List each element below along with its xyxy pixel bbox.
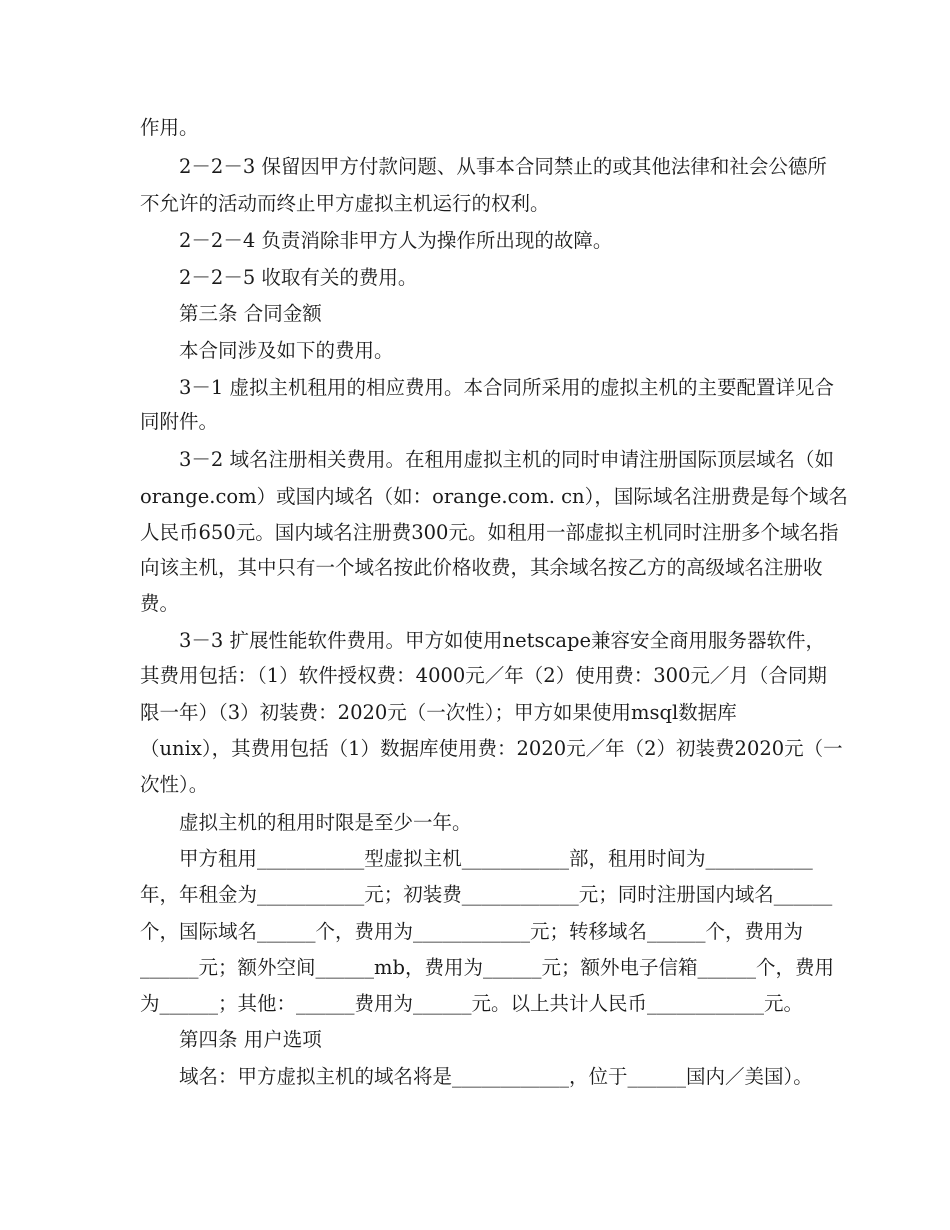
- section-heading-article-4: 第四条 用户选项: [179, 1028, 322, 1051]
- paragraph-line: 虚拟主机的租用时限是至少一年。: [179, 811, 472, 834]
- paragraph-line: orange.com）或国内域名（如：orange.com. cn），国际域名注册费是每个域名: [140, 485, 848, 508]
- clause-2-2-5: 2－2－5 收取有关的费用。: [179, 266, 418, 289]
- paragraph-line: 向该主机，其中只有一个域名按此价格收费，其余域名按乙方的高级域名注册收: [140, 556, 823, 579]
- paragraph-line: 费。: [140, 592, 180, 615]
- clause-2-2-3: 2－2－3 保留因甲方付款问题、从事本合同禁止的或其他法律和社会公德所: [179, 155, 827, 178]
- fill-in-line: 域名：甲方虚拟主机的域名将是____________，位于______国内／美国）。: [179, 1065, 813, 1088]
- paragraph-line: 其费用包括：（1）软件授权费：4000元／年（2）使用费：300元／月（合同期: [140, 664, 827, 687]
- clause-3-1: 3－1 虚拟主机租用的相应费用。本合同所采用的虚拟主机的主要配置详见合: [179, 376, 835, 399]
- paragraph-line: 本合同涉及如下的费用。: [179, 339, 394, 362]
- fill-in-line: ______元；额外空间______mb，费用为______元；额外电子信箱______个，费用: [140, 956, 834, 979]
- section-heading-article-3: 第三条 合同金额: [179, 302, 322, 325]
- paragraph-line: 同附件。: [140, 410, 219, 433]
- clause-3-2: 3－2 域名注册相关费用。在租用虚拟主机的同时申请注册国际顶层域名（如: [179, 448, 835, 471]
- clause-2-2-4: 2－2－4 负责消除非甲方人为操作所出现的故障。: [179, 229, 613, 252]
- paragraph-line: 作用。: [140, 116, 199, 139]
- fill-in-line: 为______；其他：______费用为______元。以上共计人民币____________元。: [140, 992, 804, 1015]
- fill-in-line: 个，国际域名______个，费用为____________元；转移域名______个，费用为: [140, 920, 804, 943]
- fill-in-line: 年，年租金为___________元；初装费____________元；同时注册国内域名______: [140, 883, 833, 906]
- paragraph-line: （unix），其费用包括（1）数据库使用费：2020元／年（2）初装费2020元（一: [140, 737, 843, 760]
- clause-3-3: 3－3 扩展性能软件费用。甲方如使用netscape兼容安全商用服务器软件，: [179, 629, 826, 652]
- paragraph-line: 人民币650元。国内域名注册费300元。如租用一部虚拟主机同时注册多个域名指: [140, 521, 839, 544]
- paragraph-line: 限一年）（3）初装费：2020元（一次性）；甲方如果使用msql数据库: [140, 701, 737, 724]
- paragraph-line: 不允许的活动而终止甲方虚拟主机运行的权利。: [140, 192, 550, 215]
- paragraph-line: 次性）。: [140, 773, 209, 796]
- fill-in-line: 甲方租用___________型虚拟主机___________部，租用时间为___________: [179, 847, 813, 870]
